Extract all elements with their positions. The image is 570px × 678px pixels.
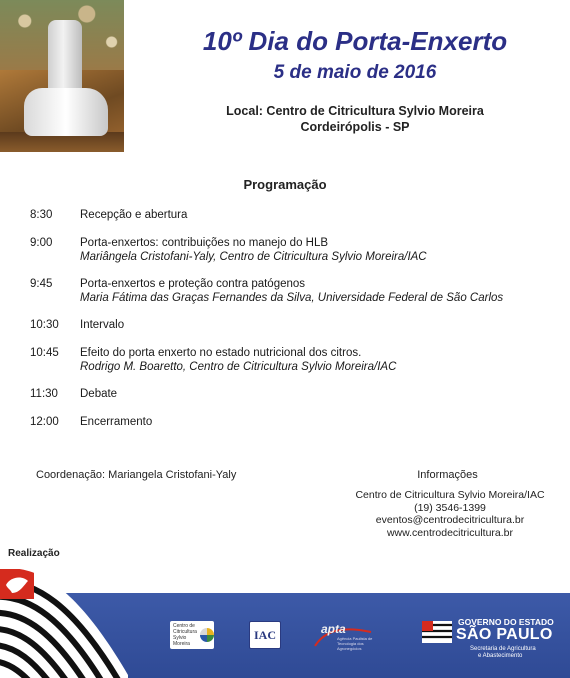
schedule-time: 11:30 (30, 388, 58, 400)
grafted-tree-trunk-photo (0, 0, 124, 152)
schedule-time: 9:45 (30, 278, 53, 290)
schedule-speaker: Maria Fátima das Graças Fernandes da Silva, Universidade Federal de São Carlos (80, 292, 504, 304)
event-date: 5 de maio de 2016 (273, 62, 437, 83)
ccsm-logo: Centro de Citricultura Sylvio Moreira (170, 621, 214, 649)
iac-logo: IAC (249, 621, 281, 649)
schedule-time: 8:30 (30, 209, 53, 221)
sao-paulo-flag-graphic (0, 563, 128, 678)
schedule-speaker: Mariângela Cristofani-Yaly, Centro de Citricultura Sylvio Moreira/IAC (80, 251, 427, 263)
schedule-time: 9:00 (30, 237, 53, 249)
schedule-time: 12:00 (30, 416, 59, 428)
event-city: Cordeirópolis - SP (300, 120, 410, 134)
schedule-activity: Porta-enxertos e proteção contra patógenos (80, 278, 306, 290)
sp-flag-emblem-icon (422, 621, 452, 643)
coordination-text: Coordenação: Mariangela Cristofani-Yaly (36, 469, 237, 481)
schedule-activity: Encerramento (80, 416, 153, 428)
schedule-activity: Recepção e abertura (80, 209, 188, 221)
event-title: 10º Dia do Porta-Enxerto (202, 26, 508, 56)
schedule-activity: Porta-enxertos: contribuições no manejo do HLB (80, 237, 329, 249)
program-heading: Programação (243, 177, 327, 192)
apta-logo: apta Agência Paulista de Tecnologia dos Agronegócios (313, 620, 375, 650)
schedule-time: 10:30 (30, 319, 59, 331)
schedule-activity: Debate (80, 388, 118, 400)
citrus-slice-icon (200, 628, 214, 642)
governo-sao-paulo-logo: GOVERNO DO ESTADO SÃO PAULO Secretaria de Agricultura e Abastecimento (420, 615, 555, 665)
contact-phone: (19) 3546-1399 (414, 501, 486, 514)
schedule-activity: Efeito do porta enxerto no estado nutricional dos citros. (80, 347, 362, 359)
schedule-time: 10:45 (30, 347, 59, 359)
contact-organization: Centro de Citricultura Sylvio Moreira/IAC (355, 489, 545, 501)
contact-info (355, 489, 545, 539)
info-heading: Informações (417, 469, 478, 481)
schedule-speaker: Rodrigo M. Boaretto, Centro de Citricultura Sylvio Moreira/IAC (80, 361, 397, 373)
contact-website[interactable]: www.centrodecitricultura.br (386, 526, 514, 539)
event-location: Local: Centro de Citricultura Sylvio Moreira (226, 104, 484, 118)
contact-email[interactable]: eventos@centrodecitricultura.br (375, 514, 525, 526)
realizacao-label: Realização (8, 548, 60, 559)
schedule-activity: Intervalo (80, 319, 125, 331)
